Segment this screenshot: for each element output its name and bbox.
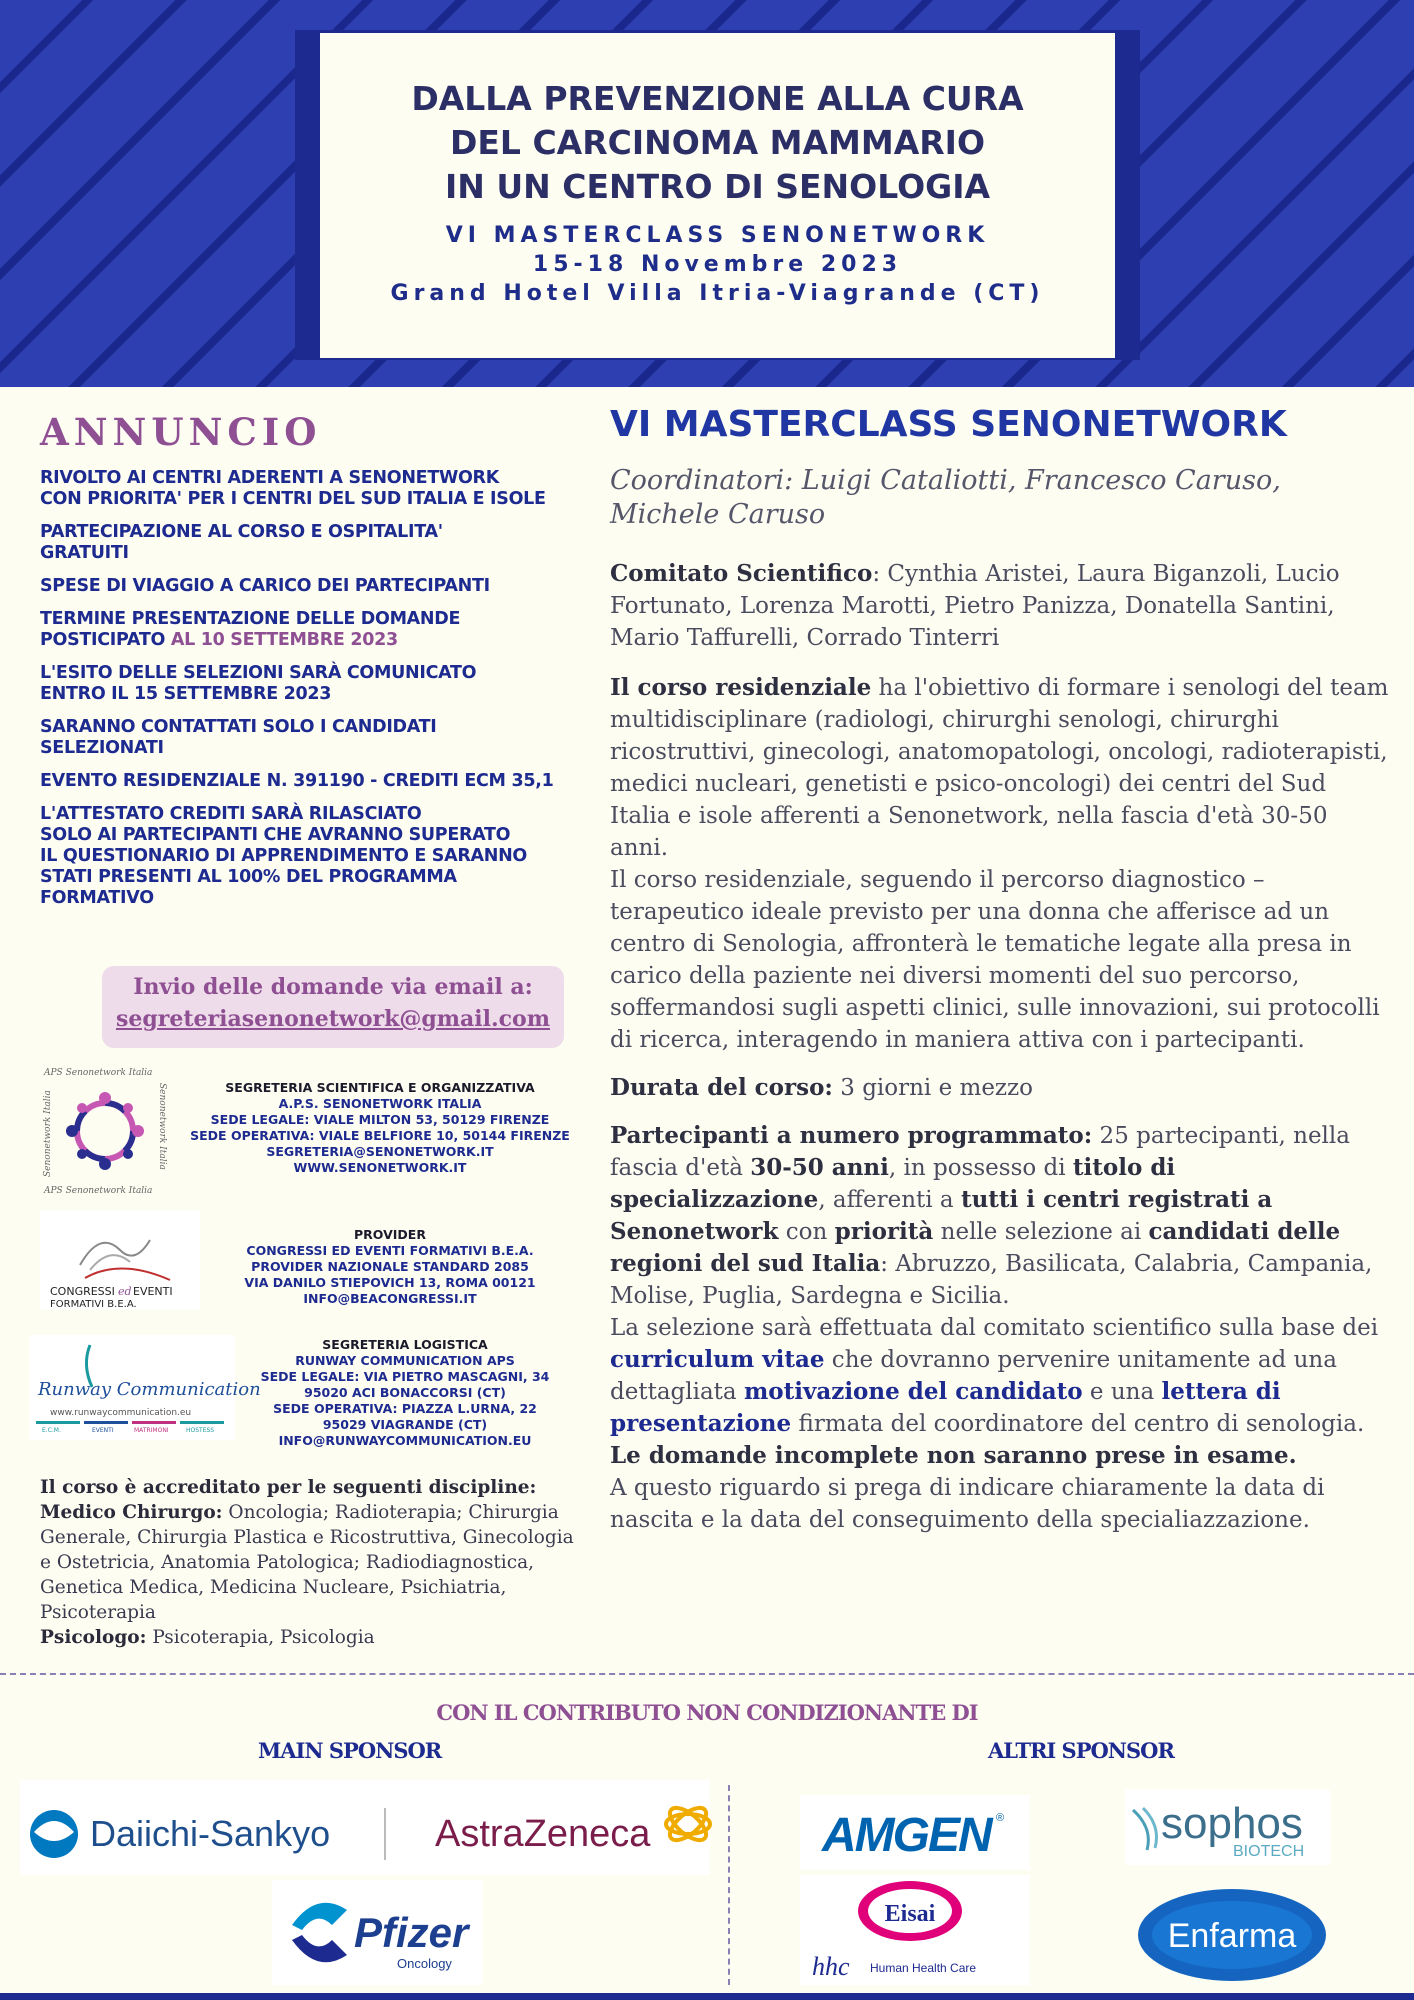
course-path: Il corso residenziale, seguendo il percorso diagnostico – terapeutico ideale previsto per una donna che afferisce ad un centro di Senologia, affronterà le tematiche legate alla presa in carico della paziente nei diversi momenti del suo percorso, soffermandosi sugli aspetti clinici, sulle innovazioni, sui protocolli di ricerca, interagendo in maniera attiva con i partecipanti. xyxy=(610,867,1380,1053)
committee-members: : Cynthia Aristei, Laura Biganzoli, Lucio Fortunato, Lorenza Marotti, Pietro Panizza, Donatella Santini, Mario Taffurelli, Corrado Tinterri xyxy=(610,561,1340,651)
accreditation-heading: Il corso è accreditato per le seguenti discipline: xyxy=(40,1477,537,1498)
event-masterclass-name: VI MASTERCLASS SENONETWORK xyxy=(445,223,990,248)
main-sponsor-label: MAIN SPONSOR xyxy=(258,1738,442,1763)
notice-line: TERMINE PRESENTAZIONE DELLE DOMANDE xyxy=(40,609,461,629)
incomplete-warning: Le domande incomplete non saranno prese in esame. xyxy=(610,1442,1297,1469)
sophos-logo-box xyxy=(1125,1790,1330,1865)
amgen-registered-mark: ® xyxy=(996,1812,1005,1824)
email-intro: Invio delle domande via email a: xyxy=(133,974,533,1000)
runway-logo xyxy=(30,1335,261,1440)
notice-line: CON PRIORITA' PER I CENTRI DEL SUD ITALIA E ISOLE xyxy=(40,489,546,509)
sophos-logo xyxy=(1125,1790,1330,1865)
eisai-tagline: Human Health Care xyxy=(870,1961,977,1975)
sponsor-heading: CON IL CONTRIBUTO NON CONDIZIONANTE DI xyxy=(436,1700,978,1725)
coordinators: Coordinatori: Luigi Cataliotti, Francesco Caruso, Michele Caruso xyxy=(610,465,1281,530)
org-line: SEDE LEGALE: VIALE MILTON 53, 50129 FIRENZE xyxy=(210,1112,550,1127)
logistics-secretariat xyxy=(40,1335,580,1465)
title-box xyxy=(295,30,1140,360)
org-line: VIA DANILO STIEPOVICH 13, ROMA 00121 xyxy=(244,1275,536,1290)
pfizer-logo xyxy=(272,1880,482,1985)
masterclass-title: VI MASTERCLASS SENONETWORK xyxy=(610,404,1287,445)
announcement-heading: ANNUNCIO xyxy=(40,410,322,454)
runway-logo-tag: HOSTESS xyxy=(186,1427,215,1434)
participants-info xyxy=(610,1120,1390,1536)
course-description xyxy=(610,672,1390,1056)
details-column xyxy=(610,400,1390,1536)
org-line[interactable]: WWW.SENONETWORK.IT xyxy=(293,1160,467,1175)
provider-block xyxy=(40,1210,580,1320)
notice-line: L'ATTESTATO CREDITI SARÀ RILASCIATO xyxy=(40,804,422,824)
amgen-wordmark: AMGEN xyxy=(822,1809,991,1862)
org-line[interactable]: INFO@RUNWAYCOMMUNICATION.EU xyxy=(278,1433,532,1448)
notice-line: FORMATIVO xyxy=(40,888,154,908)
sponsor-divider xyxy=(728,1785,730,1985)
enfarma-logo-box xyxy=(1135,1885,1330,1985)
enfarma-logo xyxy=(1135,1885,1330,1985)
runway-logo-tag: MATRIMONI xyxy=(134,1427,169,1434)
selection-text: firmata del coordinatore del centro di senologia. xyxy=(791,1411,1365,1437)
priority-word: priorità xyxy=(834,1218,934,1245)
org-line: PROVIDER NAZIONALE STANDARD 2085 xyxy=(251,1259,529,1274)
eisai-wordmark: Eisai xyxy=(884,1901,936,1927)
org-line: SEDE OPERATIVA: PIAZZA L.URNA, 22 xyxy=(273,1401,537,1416)
runway-logo-tag: EVENTI xyxy=(92,1427,114,1434)
medico-disciplines: Oncologia; Radioterapia; Chirurgia Generale, Chirurgia Plastica e Ricostruttiva, Ginecologia e Ostetricia, Anatomia Patologica; Radiodiagnostica, Genetica Medica, Medicina Nucleare, Psichiatria, Psicoterapia xyxy=(40,1502,574,1623)
participants-text: 25 partecipanti, nella fascia d'età xyxy=(610,1123,1350,1181)
scientific-committee xyxy=(610,558,1390,654)
notice-line: SARANNO CONTATTATI SOLO I CANDIDATI xyxy=(40,717,437,737)
sophos-subtitle: BIOTECH xyxy=(1233,1843,1305,1860)
astrazeneca-logo: AstraZeneca xyxy=(435,1813,651,1855)
notice-line xyxy=(40,630,580,651)
enfarma-wordmark: Enfarma xyxy=(1167,1917,1297,1955)
eisai-logo xyxy=(800,1875,1030,1985)
other-sponsor-label: ALTRI SPONSOR xyxy=(988,1738,1174,1763)
event-dates: 15-18 Novembre 2023 xyxy=(532,252,903,277)
pfizer-subtitle: Oncology xyxy=(397,1956,452,1971)
bea-logo-word: EVENTI xyxy=(133,1285,173,1298)
notice-line: L'ESITO DELLE SELEZIONI SARÀ COMUNICATO xyxy=(40,663,477,683)
pfizer-logo-box xyxy=(272,1880,482,1985)
logo-text-right: Senonetwork Italia xyxy=(157,1083,167,1170)
bottom-bar xyxy=(0,1993,1414,2000)
event-title-line: DALLA PREVENZIONE ALLA CURA xyxy=(411,79,1024,118)
org-heading: PROVIDER xyxy=(354,1227,426,1242)
bea-logo-word: ed xyxy=(118,1285,132,1298)
org-line: RUNWAY COMMUNICATION APS xyxy=(295,1353,515,1368)
bea-logo xyxy=(40,1210,200,1310)
logo-text-left: Senonetwork Italia xyxy=(43,1090,53,1177)
course-label: Il corso residenziale xyxy=(610,674,872,701)
org-line: A.P.S. SENONETWORK ITALIA xyxy=(278,1096,482,1111)
event-venue: Grand Hotel Villa Itria-Viagrande (CT) xyxy=(390,281,1045,306)
notice-line: SPESE DI VIAGGIO A CARICO DEI PARTECIPANTI xyxy=(40,576,490,596)
senonetwork-logo xyxy=(40,1065,170,1195)
main-sponsor-logos xyxy=(20,1780,710,1875)
notice-line: IL QUESTIONARIO DI APPRENDIMENTO E SARANNO xyxy=(40,846,528,866)
event-title xyxy=(320,77,1115,209)
event-subtitle xyxy=(320,221,1115,308)
notice-line-prefix: POSTICIPATO xyxy=(40,630,171,650)
org-line: SEDE LEGALE: VIA PIETRO MASCAGNI, 34 xyxy=(260,1369,550,1384)
notice-item xyxy=(40,663,580,705)
notice-line: SELEZIONATI xyxy=(40,738,164,758)
notice-item xyxy=(40,804,580,909)
priority-regions: candidati delle regioni del sud Italia xyxy=(610,1218,1341,1277)
bea-logo-word: CONGRESSI xyxy=(50,1285,115,1298)
candidate-motivation: motivazione del candidato xyxy=(743,1378,1083,1405)
runway-logo-name: Runway Communication xyxy=(38,1379,261,1400)
notice-line: RIVOLTO AI CENTRI ADERENTI A SENONETWORK xyxy=(40,468,499,488)
scientific-secretariat xyxy=(40,1065,580,1195)
eisai-hhc-mark: hhc xyxy=(812,1952,850,1981)
logistics-secretariat-text xyxy=(240,1337,570,1449)
participants-text: nelle selezione ai xyxy=(933,1219,1149,1245)
notice-line: EVENTO RESIDENZIALE N. 391190 - CREDITI ECM 35,1 xyxy=(40,771,554,791)
regions-list: : Abruzzo, Basilicata, Calabria, Campania, Molise, Puglia, Sardegna e Sicilia. xyxy=(610,1251,1373,1309)
runway-logo-tag: E.C.M. xyxy=(42,1427,61,1434)
amgen-logo xyxy=(800,1795,1030,1870)
notice-item-deadline xyxy=(40,609,580,651)
curriculum-vitae: curriculum vitae xyxy=(610,1346,825,1373)
scientific-secretariat-text xyxy=(185,1080,575,1176)
selection-text: che dovranno pervenire unitamente ad una dettagliata xyxy=(610,1347,1337,1405)
age-range: 30-50 anni xyxy=(750,1154,889,1181)
title-panel xyxy=(320,33,1115,358)
participants-label: Partecipanti a numero programmato: xyxy=(610,1122,1093,1149)
accreditation-block xyxy=(40,1475,580,1650)
daiichi-astrazeneca-logo xyxy=(20,1780,710,1875)
notice-line: GRATUITI xyxy=(40,543,129,563)
requirement-centers: tutti i centri registrati a Senonetwork xyxy=(610,1186,1273,1245)
notice-line: STATI PRESENTI AL 100% DEL PROGRAMMA xyxy=(40,867,457,887)
psicologo-disciplines: Psicoterapia, Psicologia xyxy=(146,1627,375,1648)
participants-text: , afferenti a xyxy=(818,1187,961,1213)
notice-line: ENTRO IL 15 SETTEMBRE 2023 xyxy=(40,684,332,704)
participants-text: con xyxy=(778,1219,835,1245)
org-line: SEDE OPERATIVA: VIALE BELFIORE 10, 50144 FIRENZE xyxy=(190,1128,570,1143)
org-line[interactable]: INFO@BEACONGRESSI.IT xyxy=(303,1291,477,1306)
medico-label: Medico Chirurgo: xyxy=(40,1502,223,1523)
notice-item xyxy=(40,771,580,792)
provider-text xyxy=(220,1227,560,1307)
event-title-line: IN UN CENTRO DI SENOLOGIA xyxy=(444,167,991,206)
notice-item xyxy=(40,522,580,564)
requirement-specialization: titolo di specializzazione xyxy=(610,1154,1176,1213)
notice-line: SOLO AI PARTECIPANTI CHE AVRANNO SUPERATO xyxy=(40,825,511,845)
deadline-date: AL 10 SETTEMBRE 2023 xyxy=(170,630,398,650)
announcement-column xyxy=(38,410,580,1648)
runway-logo-url: www.runwaycommunication.eu xyxy=(50,1408,192,1418)
notice-item xyxy=(40,576,580,597)
org-heading: SEGRETERIA LOGISTICA xyxy=(322,1337,488,1352)
final-instructions: A questo riguardo si prega di indicare chiaramente la data di nascita e la data del conseguimento della specialiazzazione. xyxy=(610,1475,1325,1533)
participants-text: , in possesso di xyxy=(888,1155,1073,1181)
org-line[interactable]: SEGRETERIA@SENONETWORK.IT xyxy=(266,1144,494,1159)
section-divider xyxy=(0,1673,1414,1675)
psicologo-label: Psicologo: xyxy=(40,1627,147,1648)
amgen-logo-box xyxy=(800,1795,1030,1870)
duration-value: 3 giorni e mezzo xyxy=(832,1075,1034,1101)
committee-label: Comitato Scientifico xyxy=(610,560,873,587)
duration-label: Durata del corso: xyxy=(610,1074,833,1101)
eisai-logo-box xyxy=(800,1875,1030,1985)
event-title-line: DEL CARCINOMA MAMMARIO xyxy=(450,123,985,162)
email-box xyxy=(102,966,564,1048)
org-line: 95020 ACI BONACCORSI (CT) xyxy=(304,1385,506,1400)
selection-text: e una xyxy=(1082,1379,1162,1405)
notice-item xyxy=(40,468,580,510)
notice-item xyxy=(40,717,580,759)
bea-logo-subtitle: FORMATIVI B.E.A. xyxy=(50,1299,137,1310)
org-line: CONGRESSI ED EVENTI FORMATIVI B.E.A. xyxy=(246,1243,534,1258)
course-duration xyxy=(610,1072,1390,1104)
pfizer-wordmark: Pfizer xyxy=(354,1909,469,1956)
daiichi-sankyo-logo: Daiichi-Sankyo xyxy=(90,1813,331,1854)
sophos-wordmark: sophos xyxy=(1161,1799,1303,1848)
org-heading: SEGRETERIA SCIENTIFICA E ORGANIZZATIVA xyxy=(225,1080,535,1095)
course-objective: ha l'obiettivo di formare i senologi del team multidisciplinare (radiologi, chirurghi senologi, chirurghi ricostruttivi, ginecologi, anatomopatologi, oncologi, radioterapisti, medici nucleari, genetisti e psico-oncologi) dei centri del Sud Italia e isole afferenti a Senonetwork, nella fascia d'età 30-50 anni. xyxy=(610,675,1389,861)
selection-text: La selezione sarà effettuata dal comitato scientifico sulla base dei xyxy=(610,1315,1379,1341)
notice-line: PARTECIPAZIONE AL CORSO E OSPITALITA' xyxy=(40,522,443,542)
email-link[interactable]: segreteriasenonetwork@gmail.com xyxy=(115,1006,550,1032)
logo-text-bottom: APS Senonetwork Italia xyxy=(44,1186,153,1196)
presentation-letter: lettera di presentazione xyxy=(610,1378,1281,1437)
org-line: 95029 VIAGRANDE (CT) xyxy=(322,1417,488,1432)
logo-text-top: APS Senonetwork Italia xyxy=(44,1068,153,1078)
